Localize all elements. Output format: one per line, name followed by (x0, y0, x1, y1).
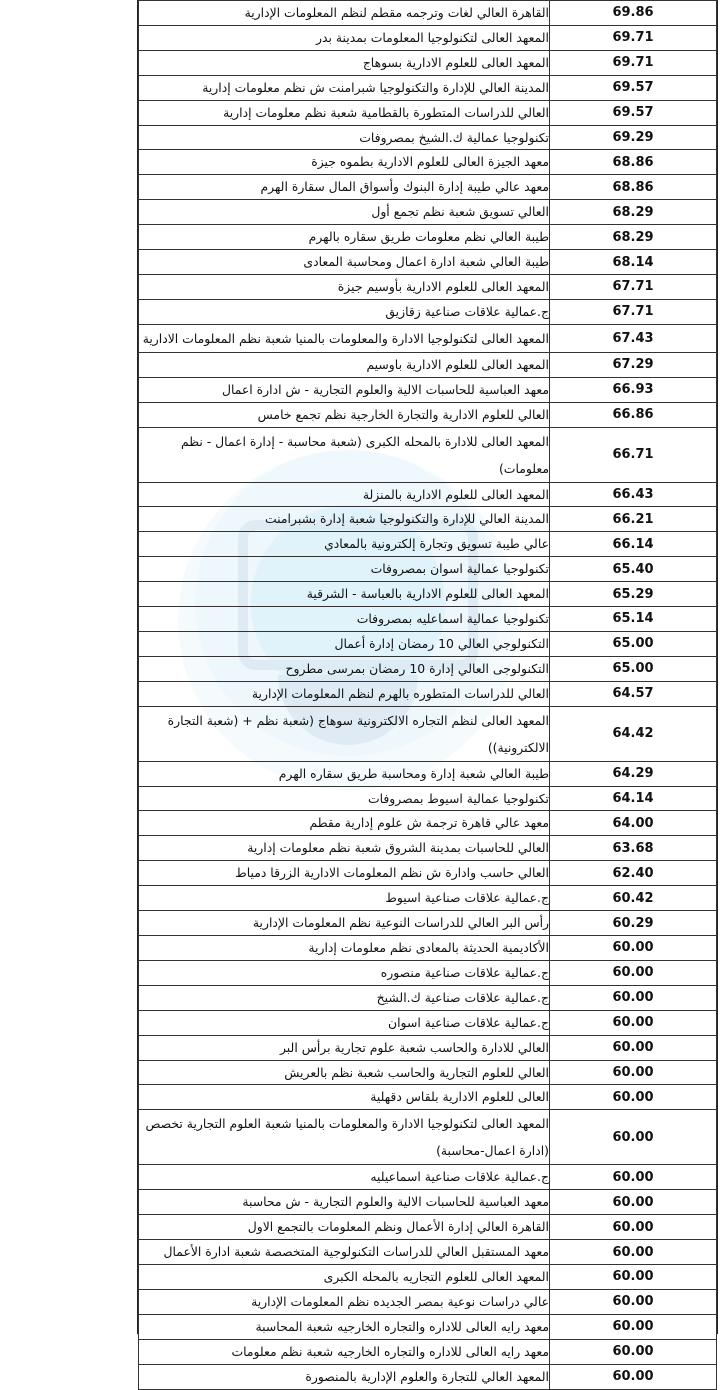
min-score-cell: 60.00 (550, 1215, 717, 1240)
institute-name-cell: عالي دراسات نوعية بمصر الجديده نظم المعلومات الإدارية (139, 1289, 550, 1314)
min-score-cell: 60.00 (550, 1085, 717, 1110)
min-score-cell: 60.29 (550, 911, 717, 936)
min-score-cell: 60.00 (550, 1010, 717, 1035)
institute-name-cell: المدينة العالي للإدارة والتكنولوجيا شبرامنت ش نظم معلومات إدارية (139, 75, 550, 100)
table-row (139, 1215, 717, 1240)
table-row (139, 786, 717, 811)
institute-name-cell: العالي للدراسات المتطوره بالهرم لنظم المعلومات الإدارية (139, 681, 550, 706)
min-score-cell: 69.86 (550, 1, 717, 26)
table-row (139, 1240, 717, 1265)
institute-name-cell: التكنولوجي العالي 10 رمضان إدارة أعمال (139, 631, 550, 656)
table-row (139, 761, 717, 786)
institute-name-cell: معهد العباسية للحاسبات الالية والعلوم التجارية - ش ادارة اعمال (139, 377, 550, 402)
min-score-cell: 66.14 (550, 532, 717, 557)
min-score-cell: 69.57 (550, 75, 717, 100)
min-score-cell: 65.29 (550, 582, 717, 607)
min-score-cell: 60.00 (550, 1165, 717, 1190)
min-score-cell: 66.43 (550, 482, 717, 507)
institute-name-cell: تكنولوجيا عمالية اسماعليه بمصروفات (139, 607, 550, 632)
table-row (139, 532, 717, 557)
table-row (139, 1, 717, 26)
institute-name-cell: العالي للعلوم التجارية والحاسب شعبة نظم بالعريش (139, 1060, 550, 1085)
min-score-cell: 67.29 (550, 352, 717, 377)
min-score-cell: 65.14 (550, 607, 717, 632)
min-score-cell: 66.93 (550, 377, 717, 402)
table-row (139, 150, 717, 175)
table-row (139, 557, 717, 582)
institute-name-cell: التكنولوجى العالي إدارة 10 رمضان بمرسى مطروح (139, 656, 550, 681)
institute-name-cell: الأكاديمية الحديثة بالمعادى نظم معلومات إدارية (139, 936, 550, 961)
table-row (139, 427, 717, 482)
institute-name-cell: المعهد العالى لتكنولوجيا المعلومات بمدينة بدر (139, 25, 550, 50)
min-score-cell: 60.00 (550, 1264, 717, 1289)
min-score-cell: 68.29 (550, 225, 717, 250)
institute-name-cell: ج.عمالية علاقات صناعية منصوره (139, 960, 550, 985)
min-score-cell: 64.00 (550, 811, 717, 836)
min-score-cell: 69.71 (550, 50, 717, 75)
min-score-cell: 60.00 (550, 1035, 717, 1060)
min-score-cell: 65.40 (550, 557, 717, 582)
table-row (139, 656, 717, 681)
institute-name-cell: المعهد العالى للعلوم الادارية بأوسيم جيزة (139, 274, 550, 299)
min-score-cell: 64.14 (550, 786, 717, 811)
table-row (139, 324, 717, 352)
table-row (139, 1035, 717, 1060)
institute-name-cell: معهد العباسية للحاسبات الالية والعلوم التجارية - ش محاسبة (139, 1190, 550, 1215)
institute-name-cell: القاهرة العالي لغات وترجمه مقطم لنظم المعلومات الإدارية (139, 1, 550, 26)
table-row (139, 1190, 717, 1215)
institute-name-cell: العالي حاسب وادارة ش نظم المعلومات الادارية الزرقا دمياط (139, 861, 550, 886)
institute-name-cell: تكنولوجيا عمالية اسيوط بمصروفات (139, 786, 550, 811)
table-row (139, 936, 717, 961)
min-score-cell: 66.21 (550, 507, 717, 532)
table-row (139, 250, 717, 275)
institute-scores-table (138, 0, 717, 1390)
table-row (139, 582, 717, 607)
min-score-cell: 67.71 (550, 299, 717, 324)
min-score-cell: 68.86 (550, 150, 717, 175)
table-row (139, 1010, 717, 1035)
institute-name-cell: ج.عمالية علاقات صناعية اسماعيليه (139, 1165, 550, 1190)
institute-name-cell: المعهد العالى للعلوم التجاريه بالمحله الكبرى (139, 1264, 550, 1289)
institute-name-cell: ج.عمالية علاقات صناعية زقازيق (139, 299, 550, 324)
min-score-cell: 60.00 (550, 1364, 717, 1389)
institute-name-cell: طيبة العالي شعبة ادارة اعمال ومحاسبة المعادى (139, 250, 550, 275)
min-score-cell: 60.00 (550, 960, 717, 985)
table-row (139, 811, 717, 836)
table-row (139, 960, 717, 985)
table-row (139, 631, 717, 656)
min-score-cell: 69.71 (550, 25, 717, 50)
institute-name-cell: العالى للعلوم الادارية بلقاس دقهلية (139, 1085, 550, 1110)
min-score-cell: 60.00 (550, 1190, 717, 1215)
min-score-cell: 64.57 (550, 681, 717, 706)
table-row (139, 1364, 717, 1389)
min-score-cell: 60.00 (550, 1060, 717, 1085)
table-row (139, 1060, 717, 1085)
table-row (139, 1264, 717, 1289)
table-row (139, 1110, 717, 1165)
institute-name-cell: طيبة العالي شعبة إدارة ومحاسبة طريق سقاره الهرم (139, 761, 550, 786)
min-score-cell: 64.29 (550, 761, 717, 786)
institute-name-cell: ج.عمالية علاقات صناعية اسيوط (139, 886, 550, 911)
table-row (139, 836, 717, 861)
institute-name-cell: القاهرة العالي إدارة الأعمال ونظم المعلومات بالتجمع الاول (139, 1215, 550, 1240)
min-score-cell: 60.00 (550, 985, 717, 1010)
table-row (139, 200, 717, 225)
min-score-cell: 65.00 (550, 631, 717, 656)
institute-name-cell: طيبة العالي نظم معلومات طريق سقاره بالهرم (139, 225, 550, 250)
institute-name-cell: المعهد العالى لنظم التجاره الالكترونية سوهاج (شعبة نظم + (شعبة التجارة الالكترونية)) (139, 706, 550, 761)
institute-name-cell: معهد الجيزة العالى للعلوم الادارية بطموه جيزة (139, 150, 550, 175)
institute-name-cell: معهد رايه العالى للاداره والتجاره الخارجيه شعبة المحاسبة (139, 1314, 550, 1339)
institute-name-cell: العالي للعلوم الادارية والتجارة الخارجية نظم تجمع خامس (139, 402, 550, 427)
table-row (139, 985, 717, 1010)
table-row (139, 1339, 717, 1364)
table-row (139, 352, 717, 377)
institute-name-cell: معهد المستقبل العالي للدراسات التكنولوجية المتخصصة شعبة ادارة الأعمال (139, 1240, 550, 1265)
institute-name-cell: تكنولوجيا عمالية اسوان بمصروفات (139, 557, 550, 582)
institute-name-cell: رأس البر العالي للدراسات النوعية نظم المعلومات الإدارية (139, 911, 550, 936)
institute-name-cell: العالي للادارة والحاسب شعبة علوم تجارية برأس البر (139, 1035, 550, 1060)
institute-name-cell: المعهد العالى للعلوم الادارية بالعباسة - الشرقية (139, 582, 550, 607)
table-row (139, 1289, 717, 1314)
institute-name-cell: المعهد العالي للتجارة والعلوم الإدارية بالمنصورة (139, 1364, 550, 1389)
min-score-cell: 69.29 (550, 125, 717, 150)
min-score-cell: 63.68 (550, 836, 717, 861)
table-row (139, 402, 717, 427)
institute-name-cell: معهد رايه العالى للاداره والتجاره الخارجيه شعبة نظم معلومات (139, 1339, 550, 1364)
min-score-cell: 67.43 (550, 324, 717, 352)
table-row (139, 299, 717, 324)
min-score-cell: 60.42 (550, 886, 717, 911)
min-score-cell: 60.00 (550, 1289, 717, 1314)
institute-name-cell: ج.عمالية علاقات صناعية اسوان (139, 1010, 550, 1035)
institute-name-cell: تكنولوجيا عمالية ك.الشيخ بمصروفات (139, 125, 550, 150)
min-score-cell: 68.86 (550, 175, 717, 200)
institute-name-cell: المعهد العالى للعلوم الادارية بسوهاج (139, 50, 550, 75)
table-row (139, 274, 717, 299)
min-score-cell: 62.40 (550, 861, 717, 886)
min-score-cell: 60.00 (550, 1110, 717, 1165)
min-score-cell: 64.42 (550, 706, 717, 761)
table-row (139, 607, 717, 632)
table-row (139, 1085, 717, 1110)
table-row (139, 100, 717, 125)
min-score-cell: 67.71 (550, 274, 717, 299)
institute-name-cell: العالي للحاسبات بمدينة الشروق شعبة نظم معلومات إدارية (139, 836, 550, 861)
min-score-cell: 60.00 (550, 1339, 717, 1364)
institute-name-cell: المعهد العالى لتكنولوجيا الادارة والمعلومات بالمنيا شعبة نظم المعلومات الادارية (139, 324, 550, 352)
institute-name-cell: ج.عمالية علاقات صناعية ك.الشيخ (139, 985, 550, 1010)
min-score-cell: 65.00 (550, 656, 717, 681)
institute-name-cell: المعهد العالى للعلوم الادارية بالمنزلة (139, 482, 550, 507)
min-score-cell: 66.71 (550, 427, 717, 482)
table-row (139, 25, 717, 50)
institute-name-cell: العالي تسويق شعبة نظم تجمع أول (139, 200, 550, 225)
min-score-cell: 60.00 (550, 936, 717, 961)
institute-name-cell: المعهد العالى للعلوم الادارية باوسيم (139, 352, 550, 377)
table-row (139, 1314, 717, 1339)
min-score-cell: 69.57 (550, 100, 717, 125)
table-row (139, 482, 717, 507)
table-row (139, 861, 717, 886)
min-score-cell: 60.00 (550, 1314, 717, 1339)
table-row (139, 681, 717, 706)
table-row (139, 706, 717, 761)
table-row (139, 377, 717, 402)
table-row (139, 125, 717, 150)
min-score-cell: 60.00 (550, 1240, 717, 1265)
min-score-cell: 66.86 (550, 402, 717, 427)
min-score-cell: 68.29 (550, 200, 717, 225)
table-row (139, 75, 717, 100)
table-row (139, 225, 717, 250)
institute-name-cell: المعهد العالى للادارة بالمحله الكبرى (شعبة محاسبة - إدارة اعمال - نظم معلومات) (139, 427, 550, 482)
table-row (139, 1165, 717, 1190)
table-row (139, 175, 717, 200)
table-row (139, 911, 717, 936)
min-score-cell: 68.14 (550, 250, 717, 275)
institute-name-cell: معهد عالي طيبة إدارة البنوك وأسواق المال سقارة الهرم (139, 175, 550, 200)
institute-name-cell: المدينة العالي للإدارة والتكنولوجيا شعبة إدارة بشبرامنت (139, 507, 550, 532)
institute-name-cell: عالي طيبة تسويق وتجارة إلكترونية بالمعادي (139, 532, 550, 557)
table-row (139, 50, 717, 75)
table-row (139, 886, 717, 911)
institute-name-cell: العالي للدراسات المتطورة بالقطامية شعبة نظم معلومات إدارية (139, 100, 550, 125)
table-row (139, 507, 717, 532)
institute-name-cell: معهد عالي قاهرة ترجمة ش علوم إدارية مقطم (139, 811, 550, 836)
institute-name-cell: المعهد العالى لتكنولوجيا الادارة والمعلومات بالمنيا شعبة العلوم التجارية تخصص (ادارة اعمال-محاسبة) (139, 1110, 550, 1165)
